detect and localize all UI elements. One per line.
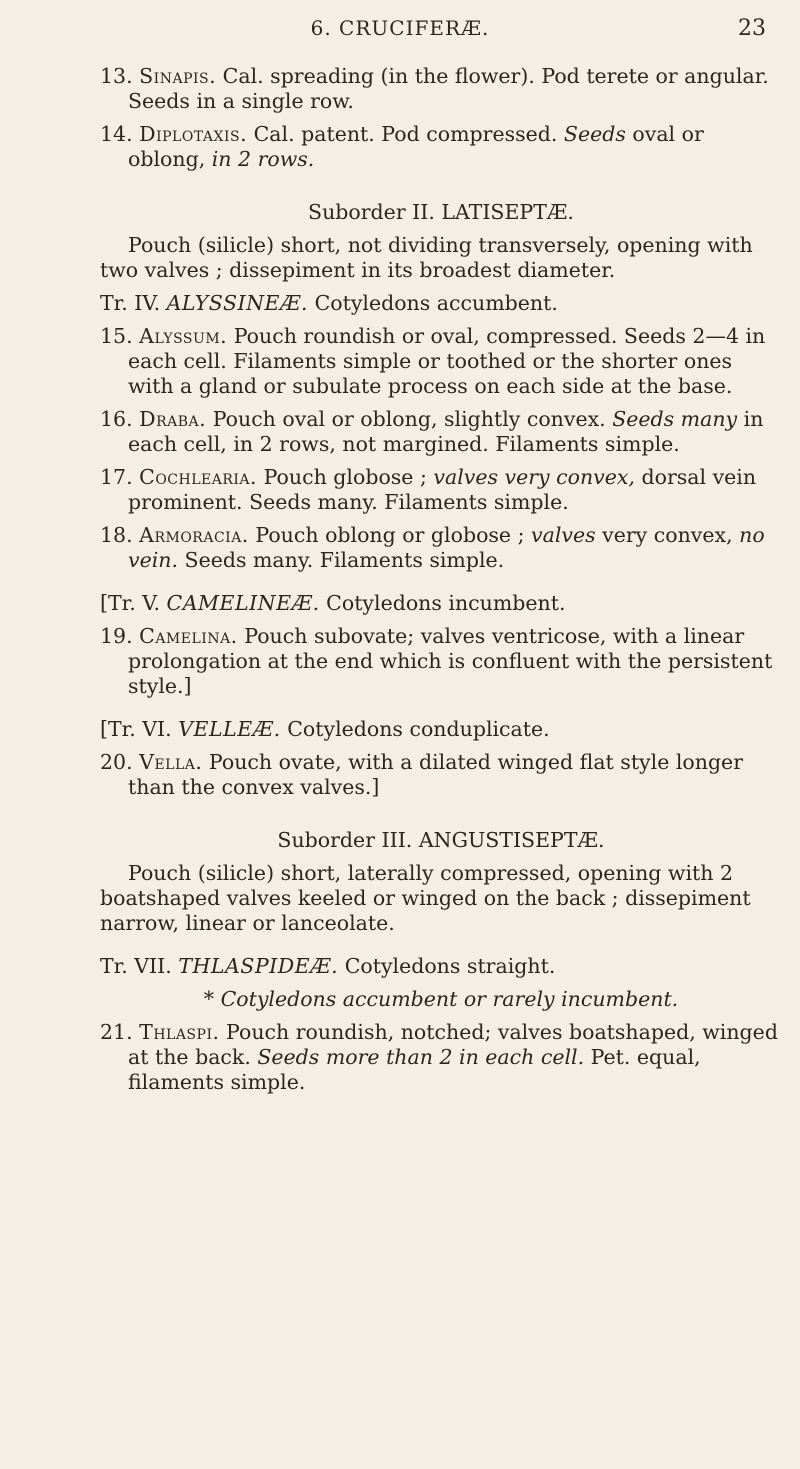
- entry-text: in each cell, in 2 rows, not margined. Filaments simple.: [128, 407, 764, 456]
- entry-number: 14.: [100, 122, 133, 146]
- suborder-description-2: Pouch (silicle) short, not dividing transversely, opening with two valves ; dissepiment in its broadest diameter.: [100, 233, 753, 282]
- tribe-text: Cotyledons accumbent.: [314, 291, 558, 315]
- entry-number: 21.: [100, 1020, 133, 1044]
- entry-number: 15.: [100, 324, 133, 348]
- suborder-heading-2: Suborder II. LATISEPTÆ.: [308, 200, 574, 224]
- entry-text: oval or oblong,: [128, 122, 704, 171]
- entry-text: Cal. spreading (in the flower). Pod terete or angular. Seeds in a single row.: [128, 64, 769, 113]
- entry-text-italic: Seeds more than 2 in each cell.: [257, 1045, 585, 1069]
- tribe-label: [Tr. VI.: [100, 717, 172, 741]
- tribe-heading-4: [100, 291, 782, 316]
- genus-entry-18: [100, 523, 782, 573]
- genus-name: Draba.: [139, 407, 207, 431]
- note-text: Cotyledons accumbent or rarely incumbent.: [220, 987, 679, 1011]
- entry-number: 18.: [100, 523, 133, 547]
- genus-name: Armoracia.: [139, 523, 249, 547]
- entry-text: Cal. patent. Pod compressed.: [253, 122, 558, 146]
- entry-text: Pouch oblong or globose ;: [255, 523, 525, 547]
- entry-text-italic: no vein.: [128, 523, 765, 572]
- entry-number: 17.: [100, 465, 133, 489]
- genus-entry-14: [100, 122, 782, 172]
- tribe-text: Cotyledons straight.: [344, 954, 556, 978]
- tribe-name: THLASPIDEÆ.: [178, 954, 339, 978]
- entry-number: 16.: [100, 407, 133, 431]
- entry-text-italic: in 2 rows.: [211, 147, 315, 171]
- tribe-name: ALYSSINEÆ.: [166, 291, 309, 315]
- tribe-label: Tr. VII.: [100, 954, 172, 978]
- tribe-name: VELLEÆ.: [178, 717, 281, 741]
- entry-text: Pouch oval or oblong, slightly convex.: [212, 407, 606, 431]
- genus-entry-19: [100, 624, 782, 699]
- tribe-label: [Tr. V.: [100, 591, 160, 615]
- entry-text: very convex,: [602, 523, 733, 547]
- genus-entry-13: [100, 64, 782, 114]
- genus-entry-20: [100, 750, 782, 800]
- suborder-heading-3: Suborder III. ANGUSTISEPTÆ.: [277, 828, 605, 852]
- running-header: [0, 12, 800, 52]
- entry-text: dorsal vein prominent. Seeds many. Filaments simple.: [128, 465, 757, 514]
- genus-entry-15: [100, 324, 782, 399]
- genus-name: Diplotaxis.: [139, 122, 248, 146]
- tribe-heading-7: [100, 954, 782, 979]
- tribe-text: Cotyledons incumbent.: [326, 591, 566, 615]
- asterisk-marker: *: [203, 987, 215, 1011]
- tribe-name: CAMELINEÆ.: [166, 591, 320, 615]
- tribe-heading-5: [100, 591, 782, 616]
- tribe-label: Tr. IV.: [100, 291, 161, 315]
- entry-text: Pouch ovate, with a dilated winged flat style longer than the convex valves.]: [128, 750, 743, 799]
- page-number: 23: [738, 16, 766, 41]
- genus-name: Alyssum.: [139, 324, 228, 348]
- entry-text: Seeds many. Filaments simple.: [184, 548, 505, 572]
- header-title: 6. CRUCIFERÆ.: [310, 16, 490, 40]
- entry-text: Pouch roundish or oval, compressed. Seeds 2—4 in each cell. Filaments simple or toothed or the shorter ones with a gland or subulate process on each side at the base.: [128, 324, 766, 398]
- page-body: [100, 64, 782, 1095]
- entry-number: 19.: [100, 624, 133, 648]
- genus-name: Thlaspi.: [139, 1020, 220, 1044]
- entry-number: 13.: [100, 64, 133, 88]
- entry-text-italic: Seeds many: [612, 407, 738, 431]
- entry-text: Pouch roundish, notched; valves boatshaped, winged at the back.: [128, 1020, 778, 1069]
- entry-text-italic: valves very convex,: [433, 465, 635, 489]
- genus-name: Vella.: [139, 750, 203, 774]
- tribe-heading-6: [100, 717, 782, 742]
- genus-entry-17: [100, 465, 782, 515]
- genus-name: Camelina.: [139, 624, 238, 648]
- entry-text-italic: valves: [531, 523, 596, 547]
- genus-name: Cochlearia.: [139, 465, 258, 489]
- entry-number: 20.: [100, 750, 133, 774]
- entry-text-italic: Seeds: [563, 122, 626, 146]
- genus-name: Sinapis.: [139, 64, 217, 88]
- suborder-description-3: Pouch (silicle) short, laterally compressed, opening with 2 boatshaped valves keeled or winged on the back ; dissepiment narrow, linear or lanceolate.: [100, 861, 751, 935]
- group-note: [100, 987, 782, 1012]
- entry-text: Pouch globose ;: [263, 465, 427, 489]
- entry-text: Pet. equal, filaments simple.: [128, 1045, 701, 1094]
- entry-text: Pouch subovate; valves ventricose, with a linear prolongation at the end which is confluent with the persistent style.]: [128, 624, 773, 698]
- genus-entry-16: [100, 407, 782, 457]
- tribe-text: Cotyledons conduplicate.: [287, 717, 550, 741]
- genus-entry-21: [100, 1020, 782, 1095]
